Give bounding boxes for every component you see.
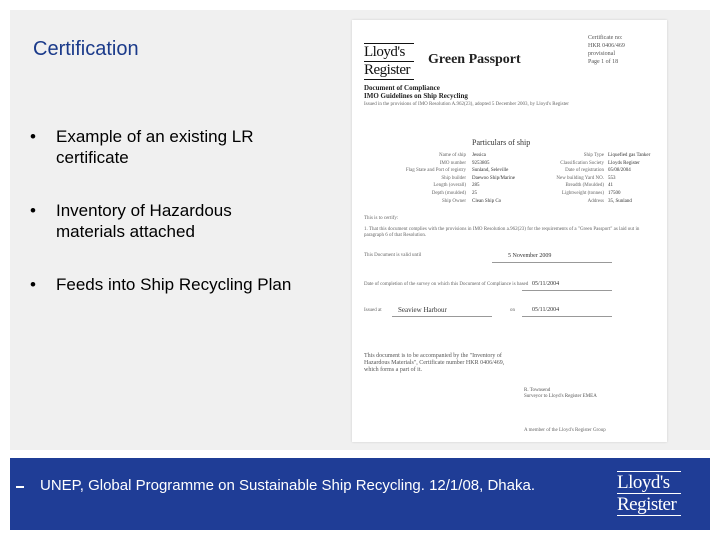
lloyds-register-logo: Lloyd's Register [617, 470, 681, 516]
right-labels: Ship Type Classification Society Date of registration New building Yard NO. Breadth (Moulded) Lightweight (tonnes) Address [556, 153, 604, 204]
bullet-text: Inventory of Hazardous materials attached [56, 201, 232, 241]
section-title: Particulars of ship [472, 138, 531, 147]
issued-date: 05/11/2004 [532, 307, 560, 313]
bullet-marker: • [30, 275, 36, 294]
bullet-marker: • [30, 127, 36, 146]
divider [522, 316, 612, 317]
issued-statement: Issued in the provisions of IMO Resolution A.962(23), adopted 5 December 2003, by Lloyd's Register [364, 102, 569, 107]
bullet-text: Example of an existing LR certificate [56, 127, 254, 167]
document-heading: Document of Compliance IMO Guidelines on Ship Recycling [364, 84, 468, 100]
footer-text: UNEP, Global Programme on Sustainable Ship Recycling. 12/1/08, Dhaka. [40, 477, 535, 494]
divider [522, 290, 612, 291]
right-values: Liquefied gas Tanker Lloyds Register 05/08/2004 553 41 17500 35, Sunland [608, 153, 651, 204]
certificate-image [352, 20, 667, 442]
issued-place: Seaview Harbour [398, 306, 447, 314]
left-labels: Name of ship IMO number Flag State and Port of registry Ship builder Length (overall) Depth (moulded) Ship Owner [405, 153, 466, 204]
survey-label: Date of completion of the survey on which this Document of Compliance is based [364, 282, 529, 287]
signature-block: R. Townsend Surveyor to Lloyd's Register EMEA [524, 388, 597, 399]
certify-heading: This is to certify: [364, 216, 399, 221]
footer-dash [16, 486, 24, 488]
bullet-marker: • [30, 201, 36, 220]
left-values: Jessica 9253805 Sunland, Seleville Daewoo Ship/Marine 285 25 Clean Ship Co [472, 153, 515, 204]
survey-date: 05/11/2004 [532, 281, 560, 287]
footer-bar [10, 458, 710, 530]
member-note: A member of the Lloyd's Register Group [524, 428, 606, 433]
issued-on-label: on [510, 308, 515, 313]
divider [392, 316, 492, 317]
divider [492, 262, 612, 263]
compliance-clause: 1. That this document complies with the provisions in IMO Resolution a.962(23) for the requirements of a "Green Passport" as laid out in paragraph 6 of that Resolution. [364, 227, 640, 238]
accompany-note: This document is to be accompanied by the "Inventory of Hazardous Materials", Certificate number HKR 0406/469, which forms a part of it. [364, 353, 505, 373]
issued-at-label: Issued at [364, 308, 382, 313]
valid-until-label: This Document is valid until [364, 253, 422, 258]
lloyds-register-logo: Lloyd's Register [364, 42, 414, 78]
certificate-number: Certificate no: HKR 0406/469 provisional Page 1 of 18 [588, 35, 625, 65]
valid-until-date: 5 November 2009 [508, 253, 552, 259]
bullet-text: Feeds into Ship Recycling Plan [56, 275, 292, 294]
slide-title: Certification [33, 38, 139, 60]
certificate-title: Green Passport [428, 52, 521, 67]
